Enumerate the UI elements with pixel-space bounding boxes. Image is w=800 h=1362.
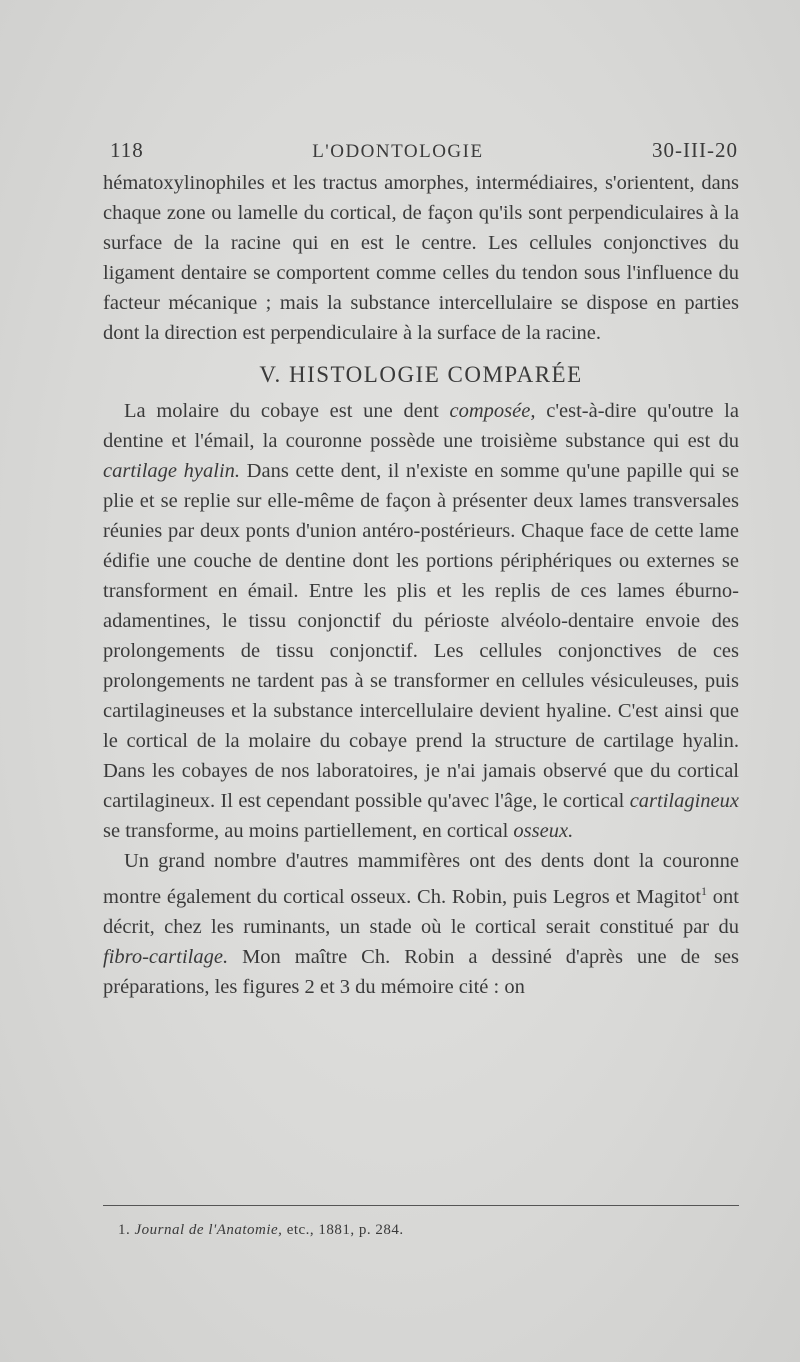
footnote-journal: Journal de l'Anatomie, [134, 1222, 283, 1238]
text-span: se transforme, au moins partiellement, en cortical [103, 820, 514, 842]
footnote-marker: 1 [701, 884, 708, 898]
paragraph-3 [103, 846, 739, 1002]
text-span: c'est-à-dire qu'outre la dentine et l'émail, la couronne possède une troisième substance qui est du [103, 400, 739, 452]
text-span: La molaire du cobaye est une dent [124, 400, 450, 422]
text-span: ont décrit, chez les ruminants, un stade où le cortical serait constitué par du [103, 885, 739, 938]
footnote [118, 1222, 738, 1239]
text-span: Un grand nombre d'autres mammifères ont des dents dont la couronne montre également du cortical osseux. Ch. Robin, puis Legros et Magitot [103, 850, 739, 908]
main-text [103, 168, 739, 1002]
footnote-rest: etc., 1881, p. 284. [282, 1222, 404, 1238]
italic-term: cartilagineux [629, 790, 739, 812]
italic-term: osseux. [513, 820, 574, 842]
text-span: Mon maître Ch. Robin a dessiné d'après une de ses préparations, les figures 2 et 3 du mémoire cité : on [103, 945, 739, 998]
footnote-divider [103, 1205, 739, 1206]
running-header [110, 138, 738, 168]
paragraph-1: hématoxylinophiles et les tractus amorphes, intermédiaires, s'orientent, dans chaque zone ou lamelle du cortical, de façon qu'ils sont perpendiculaires à la surface de la racine qui en est le centre. Les cellules conjonctives du ligament dentaire se comportent comme celles du tendon sous l'influence du facteur mécanique ; mais la substance intercellulaire se dispose en parties dont la direction est perpendiculaire à la surface de la racine. [103, 172, 739, 344]
issue-date: 30-III-20 [652, 138, 738, 162]
footnote-number: 1. [118, 1222, 131, 1238]
text-span: Dans cette dent, il n'existe en somme qu'une papille qui se plie et se replie sur elle-même de façon à présenter deux lames transversales réunies par deux ponts d'union antéro-postérieurs. Chaque face de cette lame édifie une couche de dentine dont les portions périphériques ou externes se transforment en émail. Entre les plis et les replis de ces lames éburno-adamentines, le tissu conjonctif du périoste alvéolo-dentaire envoie des prolongements de tissu conjonctif. Les cellules conjonctives de ces prolongements ne tardent pas à se transformer en cellules vésiculeuses, puis cartilagineuses et la substance intercellulaire devient hyaline. C'est ainsi que le cortical de la molaire du cobaye prend la structure de cartilage hyalin. Dans les cobayes de nos laboratoires, je n'ai jamais observé que du cortical cartilagineux. Il est cependant possible qu'avec l'âge, le cortical [103, 460, 739, 812]
italic-term: composée, [449, 400, 536, 422]
italic-term: cartilage hyalin. [103, 460, 241, 482]
page-number: 118 [110, 138, 144, 162]
journal-title: L'ODONTOLOGIE [312, 141, 484, 162]
italic-term: fibro-cartilage. [103, 945, 229, 968]
section-title: V. HISTOLOGIE COMPARÉE [259, 362, 583, 387]
paragraph-2 [103, 396, 739, 846]
